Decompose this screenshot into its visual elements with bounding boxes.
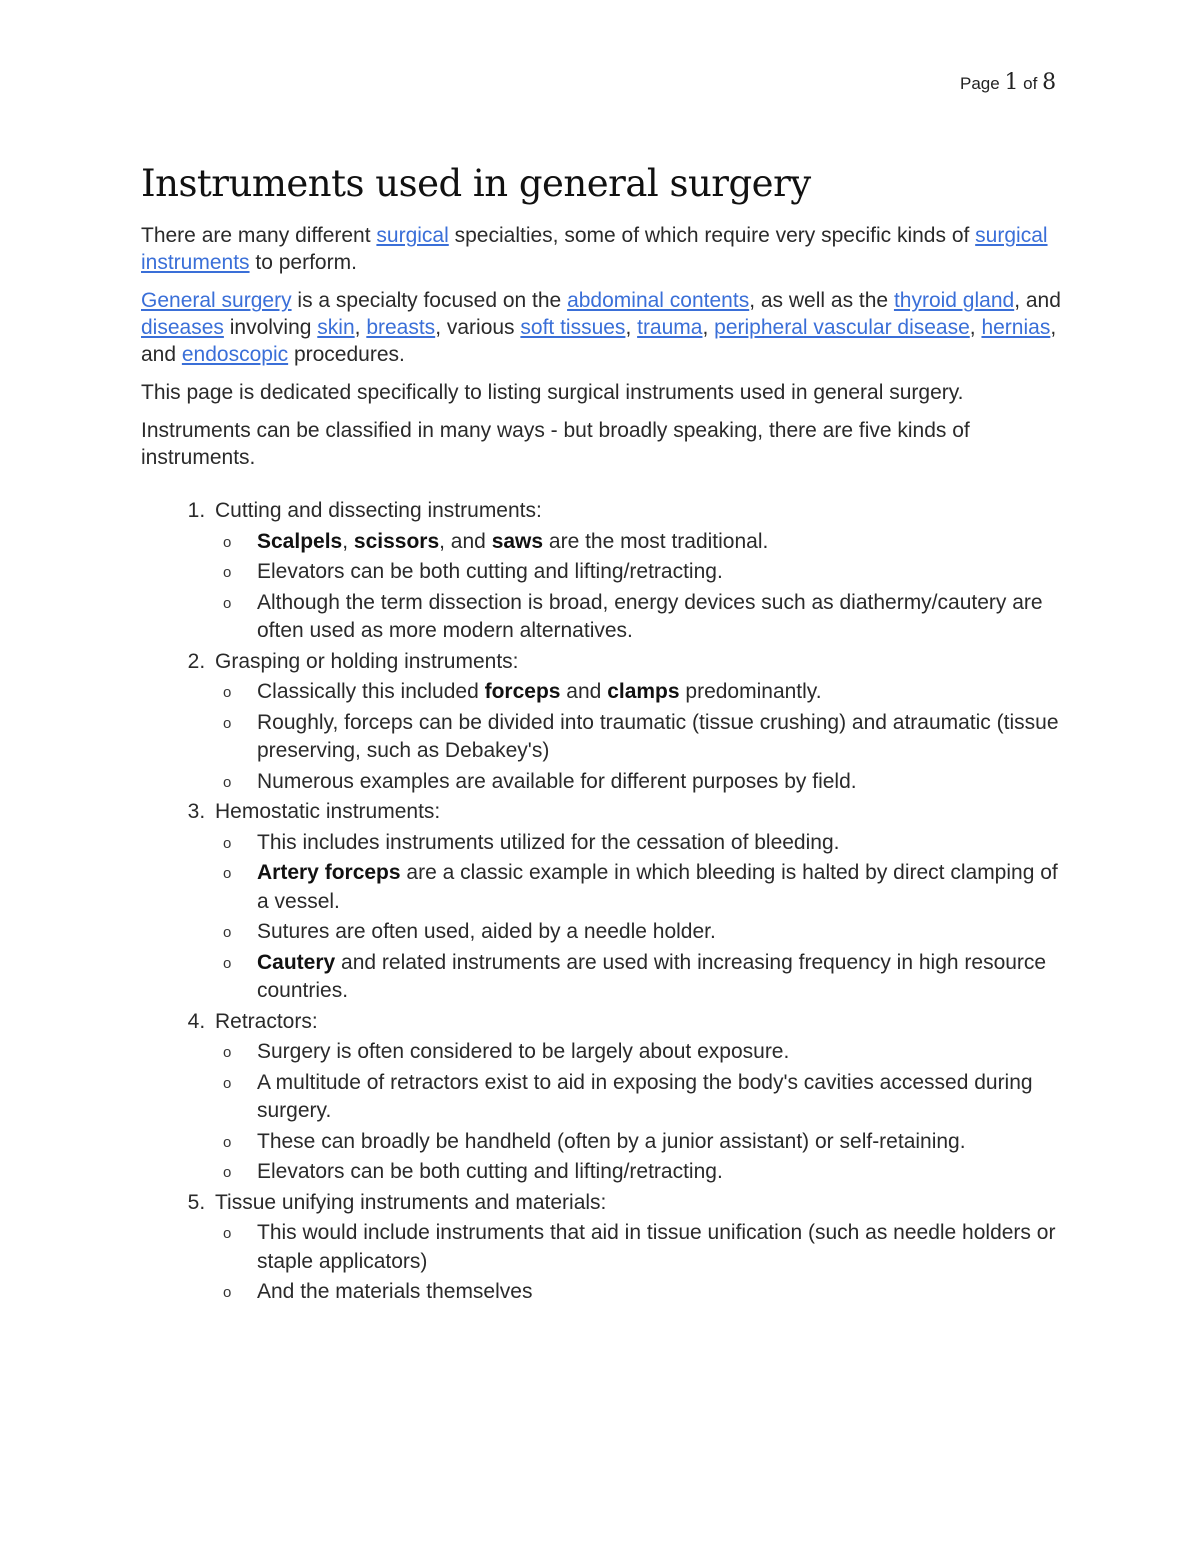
page-of: of xyxy=(1023,74,1038,93)
sub-list-item xyxy=(223,1038,1071,1067)
bold-text: scissors xyxy=(353,529,440,553)
list-item xyxy=(211,1008,1071,1187)
link-skin[interactable]: skin xyxy=(317,316,355,340)
document-body xyxy=(141,162,1071,1309)
link-breasts[interactable]: breasts xyxy=(366,316,436,340)
link-diseases[interactable]: diseases xyxy=(141,316,224,340)
page-number xyxy=(960,70,1070,95)
page-label: Page xyxy=(960,74,1000,93)
bullet-icon: o xyxy=(223,1133,232,1151)
list-item xyxy=(211,1189,1071,1307)
sub-list-item xyxy=(223,709,1071,766)
sub-list-item xyxy=(223,1158,1071,1187)
sub-list xyxy=(215,528,1071,646)
sub-list-item xyxy=(223,589,1071,646)
link-trauma[interactable]: trauma xyxy=(637,316,703,340)
sub-list-item xyxy=(223,1219,1071,1276)
bullet-icon: o xyxy=(223,1164,232,1182)
text: specialties, some of which require very specific kinds of xyxy=(448,224,976,248)
text: and xyxy=(560,680,608,704)
document-title: Instruments used in general surgery xyxy=(141,162,811,205)
text: are the most traditional. xyxy=(543,529,769,553)
sub-list-item xyxy=(223,918,1071,947)
instrument-categories-list xyxy=(141,497,1071,1307)
sub-list-item xyxy=(223,829,1071,858)
bold-text: forceps xyxy=(484,680,561,704)
text: , xyxy=(702,316,715,340)
bullet-icon: o xyxy=(223,564,232,582)
text: and related instruments are used with increasing frequency in high resource countries. xyxy=(257,950,1047,1003)
sub-list xyxy=(215,1219,1071,1307)
text: Although the term dissection is broad, energy devices such as diathermy/cautery are often used as more modern alternatives. xyxy=(257,590,1043,643)
text: Roughly, forceps can be divided into traumatic (tissue crushing) and atraumatic (tissue preserving, such as Debakey's) xyxy=(257,710,1059,763)
bullet-icon: o xyxy=(223,1074,232,1092)
bold-text: saws xyxy=(491,529,544,553)
text: , and xyxy=(1014,289,1061,313)
link-abdominal-contents[interactable]: abdominal contents xyxy=(567,289,750,313)
bullet-icon: o xyxy=(223,1284,232,1302)
text: is a specialty focused on the xyxy=(291,289,568,313)
text: Surgery is often considered to be largely about exposure. xyxy=(257,1040,790,1064)
text: There are many different xyxy=(141,224,377,248)
text: Numerous examples are available for different purposes by field. xyxy=(257,769,857,793)
sub-list-item xyxy=(223,949,1071,1006)
bullet-icon: o xyxy=(223,594,232,612)
link-general-surgery[interactable]: General surgery xyxy=(141,289,292,313)
text: These can broadly be handheld (often by a junior assistant) or self-retaining. xyxy=(257,1129,966,1153)
sub-list-item xyxy=(223,558,1071,587)
sub-list-item xyxy=(223,1069,1071,1126)
bullet-icon: o xyxy=(223,924,232,942)
bullet-icon: o xyxy=(223,954,232,972)
sub-list xyxy=(215,1038,1071,1187)
general-surgery-paragraph xyxy=(141,287,1071,368)
intro-paragraph xyxy=(141,222,1071,276)
text: to perform. xyxy=(249,251,357,275)
sub-list-item xyxy=(223,768,1071,797)
text: And the materials themselves xyxy=(257,1280,533,1304)
classification-paragraph: Instruments can be classified in many ways - but broadly speaking, there are five kinds of instruments. xyxy=(141,419,970,470)
text: procedures. xyxy=(288,343,405,367)
bullet-icon: o xyxy=(223,714,232,732)
text: , xyxy=(342,529,354,553)
text: predominantly. xyxy=(679,680,822,704)
text: , xyxy=(969,316,982,340)
sub-list-item xyxy=(223,1278,1071,1307)
sub-list-item xyxy=(223,859,1071,916)
sub-list-item xyxy=(223,1128,1071,1157)
bullet-icon: o xyxy=(223,1225,232,1243)
bullet-icon: o xyxy=(223,865,232,883)
list-item xyxy=(211,648,1071,797)
text: , xyxy=(625,316,638,340)
list-item-label: Hemostatic instruments: xyxy=(215,800,441,824)
text: , various xyxy=(435,316,521,340)
bold-text: Cautery xyxy=(257,950,336,974)
list-item-label: Cutting and dissecting instruments: xyxy=(215,499,542,523)
text: Elevators can be both cutting and lifting/retracting. xyxy=(257,1160,723,1184)
link-surgical[interactable]: surgical xyxy=(376,224,449,248)
list-item-label: Retractors: xyxy=(215,1009,318,1033)
dedication-paragraph: This page is dedicated specifically to listing surgical instruments used in general surgery. xyxy=(141,381,964,405)
text: , as well as the xyxy=(749,289,894,313)
text: This would include instruments that aid in tissue unification (such as needle holders or staple applicators) xyxy=(257,1221,1056,1273)
text: Elevators can be both cutting and lifting/retracting. xyxy=(257,560,723,584)
bullet-icon: o xyxy=(223,684,232,702)
bold-text: Artery forceps xyxy=(257,861,401,885)
list-item xyxy=(211,798,1071,1006)
sub-list xyxy=(215,678,1071,796)
bullet-icon: o xyxy=(223,773,232,791)
text: A multitude of retractors exist to aid in exposing the body's cavities accessed during surgery. xyxy=(257,1070,1033,1123)
list-item-label: Grasping or holding instruments: xyxy=(215,649,519,673)
link-endoscopic[interactable]: endoscopic xyxy=(181,343,289,367)
bullet-icon: o xyxy=(223,1044,232,1062)
text: This includes instruments utilized for the cessation of bleeding. xyxy=(257,830,840,854)
page-total: 8 xyxy=(1042,70,1057,95)
bullet-icon: o xyxy=(223,533,232,551)
text: , and xyxy=(439,529,492,553)
text: , xyxy=(354,316,367,340)
link-hernias[interactable]: hernias xyxy=(981,316,1051,340)
text: involving xyxy=(223,316,318,340)
bold-text: Scalpels xyxy=(257,529,343,553)
sub-list xyxy=(215,829,1071,1006)
list-item xyxy=(211,497,1071,646)
page-current: 1 xyxy=(1004,70,1019,95)
text: , and xyxy=(141,316,1057,367)
link-thyroid-gland[interactable]: thyroid gland xyxy=(893,289,1015,313)
bold-text: clamps xyxy=(607,680,680,704)
link-soft-tissues[interactable]: soft tissues xyxy=(520,316,626,340)
link-surgical-instruments[interactable]: surgical instruments xyxy=(141,224,1048,275)
text: are a classic example in which bleeding is halted by direct clamping of a vessel. xyxy=(257,861,1058,913)
list-item-label: Tissue unifying instruments and materials: xyxy=(215,1190,607,1214)
link-peripheral-vascular-disease[interactable]: peripheral vascular disease xyxy=(714,316,970,340)
sub-list-item xyxy=(223,528,1071,557)
sub-list-item xyxy=(223,678,1071,707)
text: Classically this included xyxy=(257,680,485,704)
bullet-icon: o xyxy=(223,834,232,852)
text: Sutures are often used, aided by a needle holder. xyxy=(257,920,716,944)
